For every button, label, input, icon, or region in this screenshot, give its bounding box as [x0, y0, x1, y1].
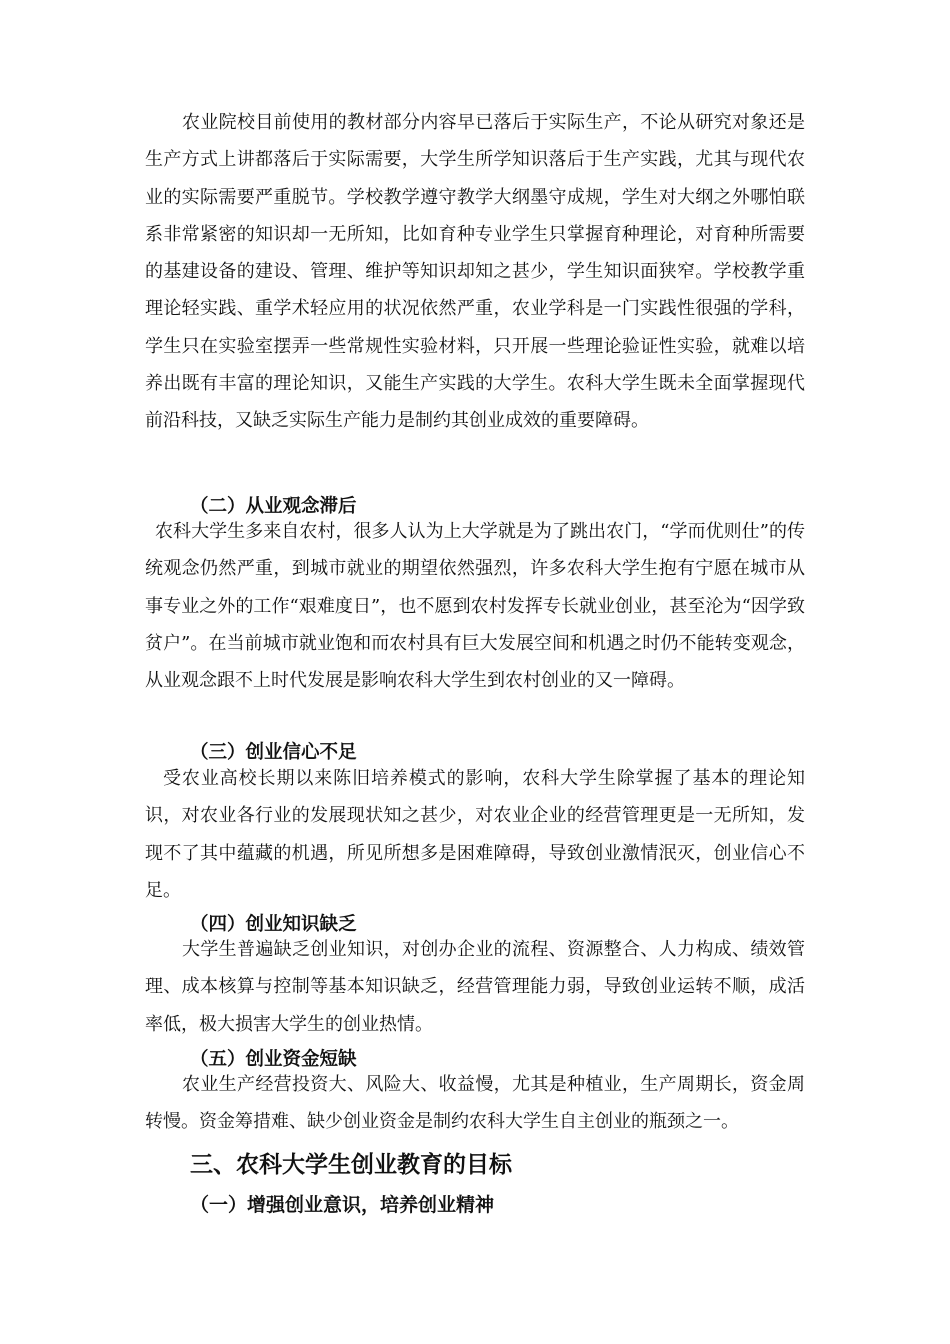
section-title-goals: 三、农科大学生创业教育的目标: [190, 1152, 512, 1178]
paragraph-knowledge: 大学生普遍缺乏创业知识，对创办企业的流程、资源整合、人力构成、绩效管理、成本核算与控制等基本知识缺乏，经营管理能力弱，导致创业运转不顺，成活率低，极大损害大学生的创业热情。: [145, 939, 805, 1035]
heading-knowledge: （四）创业知识缺乏: [190, 914, 357, 935]
paragraph-confidence: 受农业高校长期以来陈旧培养模式的影响，农科大学生除掌握了基本的理论知识，对农业各行业的发展现状知之甚少，对农业企业的经营管理更是一无所知，发现不了其中蕴藏的机遇，所见所想多是困难障碍，导致创业激情泯灭，创业信心不足。: [145, 768, 805, 901]
paragraph-funding: 农业生产经营投资大、风险大、收益慢，尤其是种植业，生产周期长，资金周转慢。资金筹措难、缺少创业资金是制约农科大学生自主创业的瓶颈之一。: [145, 1074, 805, 1133]
heading-funding: （五）创业资金短缺: [190, 1049, 357, 1070]
subsection-title-awareness: （一）增强创业意识，培养创业精神: [190, 1194, 495, 1216]
paragraph-career-concept: 农科大学生多来自农村，很多人认为上大学就是为了跳出农门，“学而优则仕”的传统观念仍然严重，到城市就业的期望依然强烈，许多农科大学生抱有宁愿在城市从事专业之外的工作“艰难度日”，也不愿到农村发挥专长就业创业，甚至沦为“因学致贫户”。在当前城市就业饱和而农村具有巨大发展空间和机遇之时仍不能转变观念，从业观念跟不上时代发展是影响农科大学生到农村创业的又一障碍。: [145, 521, 805, 692]
heading-confidence: （三）创业信心不足: [190, 742, 357, 763]
paragraph-textbook-lag: 农业院校目前使用的教材部分内容早已落后于实际生产，不论从研究对象还是生产方式上讲都落后于实际需要，大学生所学知识落后于生产实践，尤其与现代农业的实际需要严重脱节。学校教学遵守教学大纲墨守成规，学生对大纲之外哪怕联系非常紧密的知识却一无所知，比如育种专业学生只掌握育种理论，对育种所需要的基建设备的建设、管理、维护等知识却知之甚少，学生知识面狭窄。学校教学重理论轻实践、重学术轻应用的状况依然严重，农业学科是一门实践性很强的学科，学生只在实验室摆弄一些常规性实验材料，只开展一些理论验证性实验，就难以培养出既有丰富的理论知识，又能生产实践的大学生。农科大学生既未全面掌握现代前沿科技，又缺乏实际生产能力是制约其创业成效的重要障碍。: [145, 112, 805, 432]
heading-career-concept: （二）从业观念滞后: [190, 496, 357, 517]
